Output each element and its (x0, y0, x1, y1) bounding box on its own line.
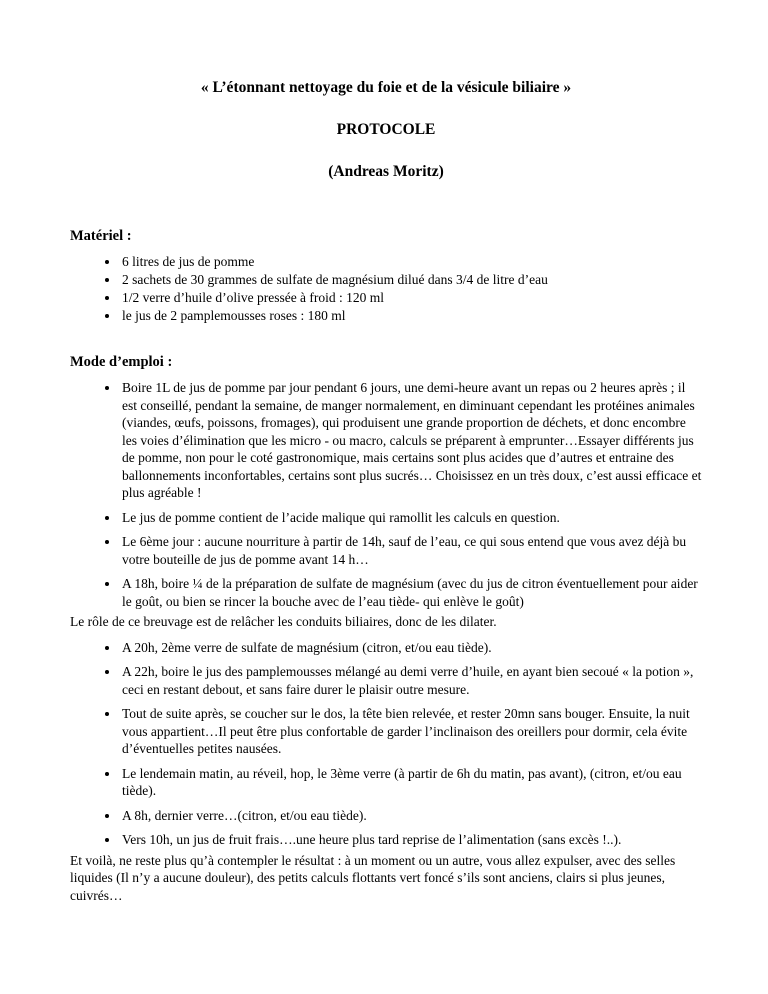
list-item: • A 18h, boire ¼ de la préparation de sulfate de magnésium (avec du jus de citron éventuellement pour aider le goût, ou bien se rincer la bouche avec de l’eau tiède- qui enlève le goût) (120, 575, 702, 610)
list-item: • 2 sachets de 30 grammes de sulfate de magnésium dilué dans 3/4 de litre d’eau (120, 271, 702, 289)
interlude-paragraph: Le rôle de ce breuvage est de relâcher les conduits biliaires, donc de les dilater. (70, 614, 497, 629)
list-item: • A 8h, dernier verre…(citron, et/ou eau tiède). (120, 807, 702, 825)
list-item: • A 20h, 2ème verre de sulfate de magnésium (citron, et/ou eau tiède). (120, 639, 702, 657)
document-title: « L’étonnant nettoyage du foie et de la vésicule biliaire » (200, 79, 572, 96)
materiel-heading: Matériel : (70, 228, 132, 244)
list-item: • Le 6ème jour : aucune nourriture à partir de 14h, sauf de l’eau, ce qui sous entend que vous avez déjà bu votre bouteille de jus de pomme avant 14 h… (120, 533, 702, 568)
steps-list-after (70, 639, 702, 849)
document-author: (Andreas Moritz) (328, 163, 444, 180)
list-item: • le jus de 2 pamplemousses roses : 180 ml (120, 307, 702, 325)
list-item: • 1/2 verre d’huile d’olive pressée à froid : 120 ml (120, 289, 702, 307)
document-subtitle: PROTOCOLE (336, 121, 436, 138)
list-item: • Le jus de pomme contient de l’acide malique qui ramollit les calculs en question. (120, 509, 702, 527)
steps-list-before (70, 379, 702, 610)
list-item: • Vers 10h, un jus de fruit frais….une heure plus tard reprise de l’alimentation (sans excès !..). (120, 831, 702, 849)
conclusion-paragraph: Et voilà, ne reste plus qu’à contempler le résultat : à un moment ou un autre, vous allez expulser, avec des selles liquides (Il n’y a aucune douleur), des petits calculs flottants vert foncé s’ils sont anciens, clairs si plus jeunes, cuivrés… (70, 852, 676, 903)
title-block (70, 78, 702, 182)
list-item: • Boire 1L de jus de pomme par jour pendant 6 jours, une demi-heure avant un repas ou 2 heures après ; il est conseillé, pendant la semaine, de manger normalement, en diminuant cependant les protéines animales (viandes, œufs, poissons, fromages), qui produisent une grande proportion de déchets, et donc encombre les voies d’élimination que les micro - ou macro, calculs se préparent à emprunter…Essayer différents jus de pomme, non pour le coté gastronomique, mais certains sont plus acides que d’autres et entraine des ballonnements inconfortables, certains sont plus sucrés… Choisissez en un très doux, c’est aussi efficace et plus agréable ! (120, 379, 702, 502)
list-item: • 6 litres de jus de pomme (120, 253, 702, 271)
list-item: • Le lendemain matin, au réveil, hop, le 3ème verre (à partir de 6h du matin, pas avant), (citron, et/ou eau tiède). (120, 765, 702, 800)
list-item: • A 22h, boire le jus des pamplemousses mélangé au demi verre d’huile, en ayant bien secoué « la potion », ceci en restant debout, et sans faire durer le plaisir outre mesure. (120, 663, 702, 698)
list-item: • Tout de suite après, se coucher sur le dos, la tête bien relevée, et rester 20mn sans bouger. Ensuite, la nuit vous appartient…Il peut être plus confortable de garder l’inclinaison des oreillers pour dormir, cela évite d’éventuelles petites nausées. (120, 705, 702, 758)
materiel-list (70, 253, 702, 325)
mode-emploi-heading: Mode d’emploi : (70, 354, 173, 370)
